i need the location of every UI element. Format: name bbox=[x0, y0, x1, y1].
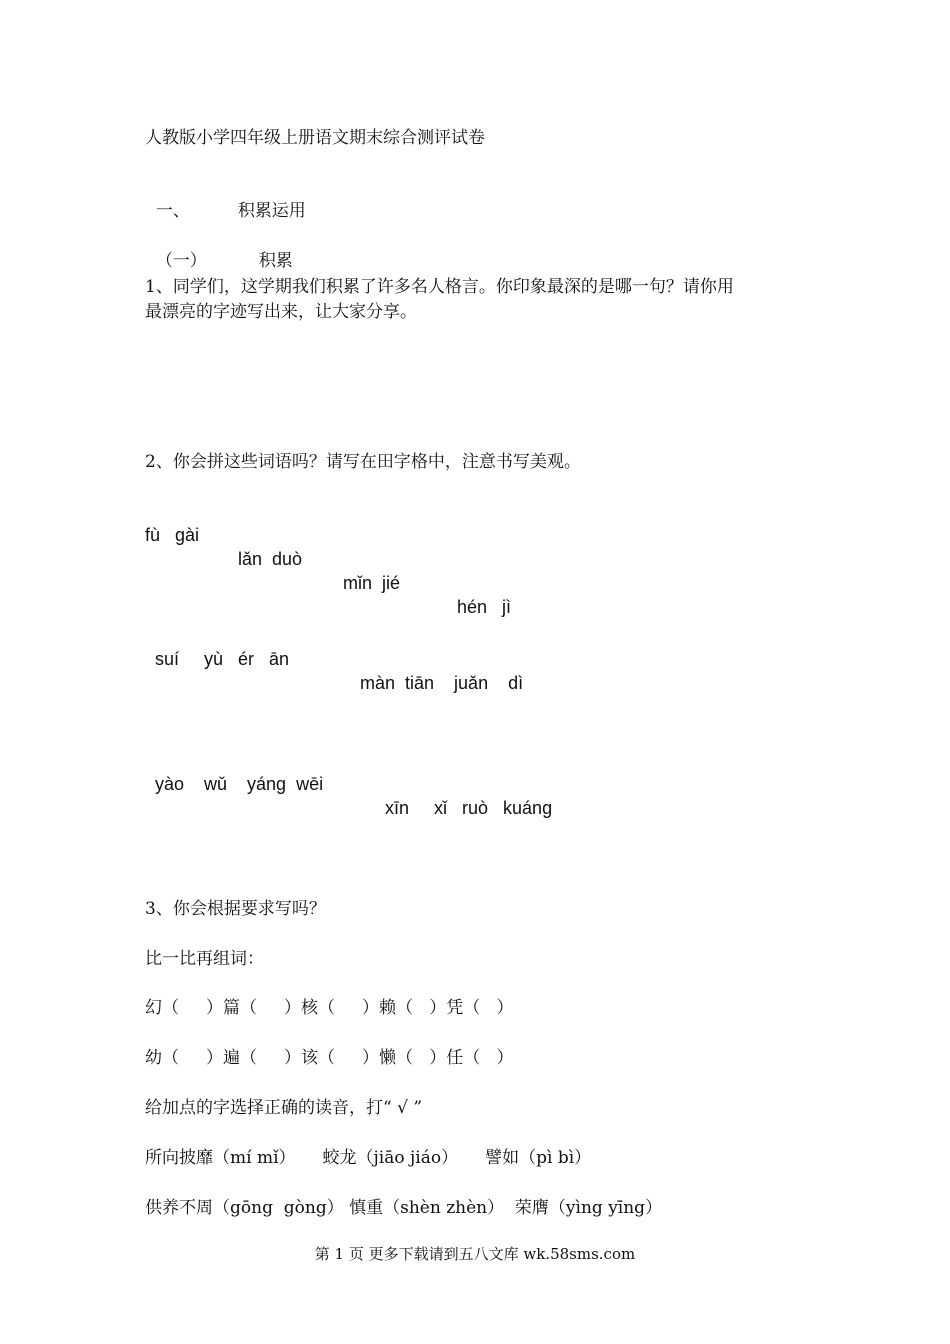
page-footer: 第 1 页 更多下载请到五八文库 wk.58sms.com bbox=[314, 1245, 636, 1263]
pinyin-word: màn tiān juǎn dì bbox=[360, 673, 524, 693]
pronounce-row-1: 所向披靡（mí mǐ） 蛟龙（jiāo jiáo） 譬如（pì bì） bbox=[145, 1148, 592, 1168]
pinyin-row-2 bbox=[155, 623, 524, 695]
question-2-text: 2、你会拼这些词语吗？请写在田字格中，注意书写美观。 bbox=[145, 452, 581, 472]
section-label: 积累运用 bbox=[237, 201, 306, 221]
section-heading bbox=[145, 175, 306, 223]
question-1-line-1: 1、同学们，这学期我们积累了许多名人格言。你印象最深的是哪一句？请你用 bbox=[145, 277, 734, 297]
pronounce-title: 给加点的字选择正确的读音，打“ √ ” bbox=[145, 1098, 423, 1118]
pinyin-word: fù gài bbox=[145, 525, 200, 545]
pinyin-word: mǐn jié bbox=[343, 573, 401, 593]
pronounce-row-2: 供养不周（gōng gòng） 慎重（shèn zhèn） 荣膺（yìng yīng） bbox=[145, 1198, 663, 1218]
pinyin-word: suí yù ér ān bbox=[155, 649, 290, 669]
compare-row-2: 幼（ ）遍（ ）该（ ）懒（ ）任（ ） bbox=[145, 1048, 514, 1068]
compare-title: 比一比再组词： bbox=[145, 949, 264, 969]
pinyin-word: yào wǔ yáng wēi bbox=[155, 774, 324, 794]
pinyin-word: hén jì bbox=[457, 597, 512, 617]
pinyin-word: xīn xǐ ruò kuáng bbox=[385, 798, 553, 818]
subsection-label: 积累 bbox=[258, 251, 293, 271]
pinyin-row-3 bbox=[155, 748, 553, 820]
question-1-line-2: 最漂亮的字迹写出来，让大家分享。 bbox=[145, 302, 417, 322]
section-number: 一、 bbox=[155, 201, 190, 221]
doc-title: 人教版小学四年级上册语文期末综合测评试卷 bbox=[145, 128, 485, 148]
pinyin-word: lǎn duò bbox=[238, 549, 303, 569]
subsection-number: （一） bbox=[155, 251, 207, 271]
compare-row-1: 幻（ ）篇（ ）核（ ）赖（ ）凭（ ） bbox=[145, 998, 514, 1018]
subsection-heading bbox=[145, 225, 293, 273]
question-3-text: 3、你会根据要求写吗？ bbox=[145, 899, 326, 919]
pinyin-row-1 bbox=[145, 499, 512, 619]
